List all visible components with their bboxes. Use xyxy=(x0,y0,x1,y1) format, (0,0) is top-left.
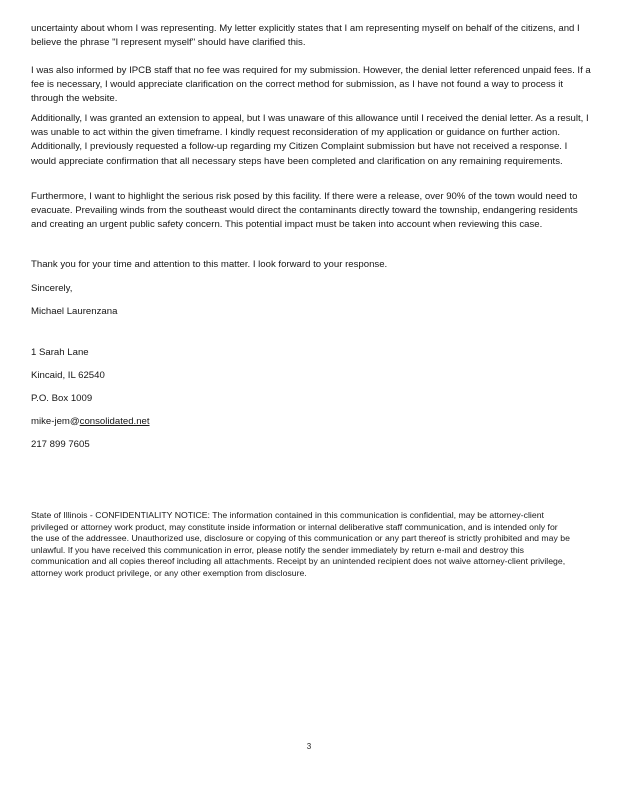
letter-paragraph xyxy=(31,64,591,107)
confidentiality-notice: State of Illinois - CONFIDENTIALITY NOTICE: The information contained in this communication is confidential, may be attorney-client privileged or attorney work product, may constitute inside information or internal deliberative staff communication, and is intended only for the use of the addressee. Unauthorized use, disclosure or copying of this communication or any part thereof is strictly prohibited and may be unlawful. If you have received this communication in error, please notify the sender immediately by return e-mail and destroy this communication and all copies thereof including all attachments. Receipt by an unintended recipient does not waive attorney-client privilege, attorney work product privilege, or any other exemption from disclosure. xyxy=(31,510,570,578)
email-link[interactable] xyxy=(31,416,150,427)
paragraph-text: uncertainty about whom I was representing. My letter explicitly states that I am representing myself on behalf of the citizens, and I believe the phrase "I represent myself" should have clarified this. xyxy=(31,23,580,49)
paragraph-text: Thank you for your time and attention to this matter. I look forward to your response. xyxy=(31,259,388,270)
address-city: Kincaid, IL 62540 xyxy=(31,370,105,381)
email-prefix: mike-jem@ xyxy=(31,416,80,427)
letter-paragraph xyxy=(31,190,591,233)
paragraph-text: I was also informed by IPCB staff that no fee was required for my submission. However, the denial letter referenced unpaid fees. If a fee is necessary, I would appreciate clarification on the correct method for submission, as I have not found a way to process it through the website. xyxy=(31,65,591,105)
letter-paragraph xyxy=(31,22,591,50)
address-phone: 217 899 7605 xyxy=(31,439,90,450)
signer-name: Michael Laurenzana xyxy=(31,306,118,317)
page-number: 3 xyxy=(306,742,312,751)
paragraph-text: Additionally, I was granted an extension to appeal, but I was unaware of this allowance until I received the denial letter. As a result, I was unable to act within the given timeframe. I kindly request reconsideration of my application or guidance on further action. Additionally, I previously requested a follow-up regarding my Citizen Complaint submission but have not received a response. I would appreciate confirmation that all necessary steps have been completed and clarification on any remaining requirements. xyxy=(31,113,589,167)
letter-paragraph xyxy=(31,258,591,272)
paragraph-text: Furthermore, I want to highlight the serious risk posed by this facility. If there were a release, over 90% of the town would need to evacuate. Prevailing winds from the southeast would direct the contaminants directly toward the township, endangering residents and creating an urgent public safety concern. This potential impact must be taken into account when reviewing this case. xyxy=(31,191,578,231)
closing-line: Sincerely, xyxy=(31,283,73,294)
letter-paragraph xyxy=(31,112,591,169)
address-street: 1 Sarah Lane xyxy=(31,347,89,358)
address-pobox: P.O. Box 1009 xyxy=(31,393,93,404)
email-domain[interactable]: consolidated.net xyxy=(79,416,150,427)
